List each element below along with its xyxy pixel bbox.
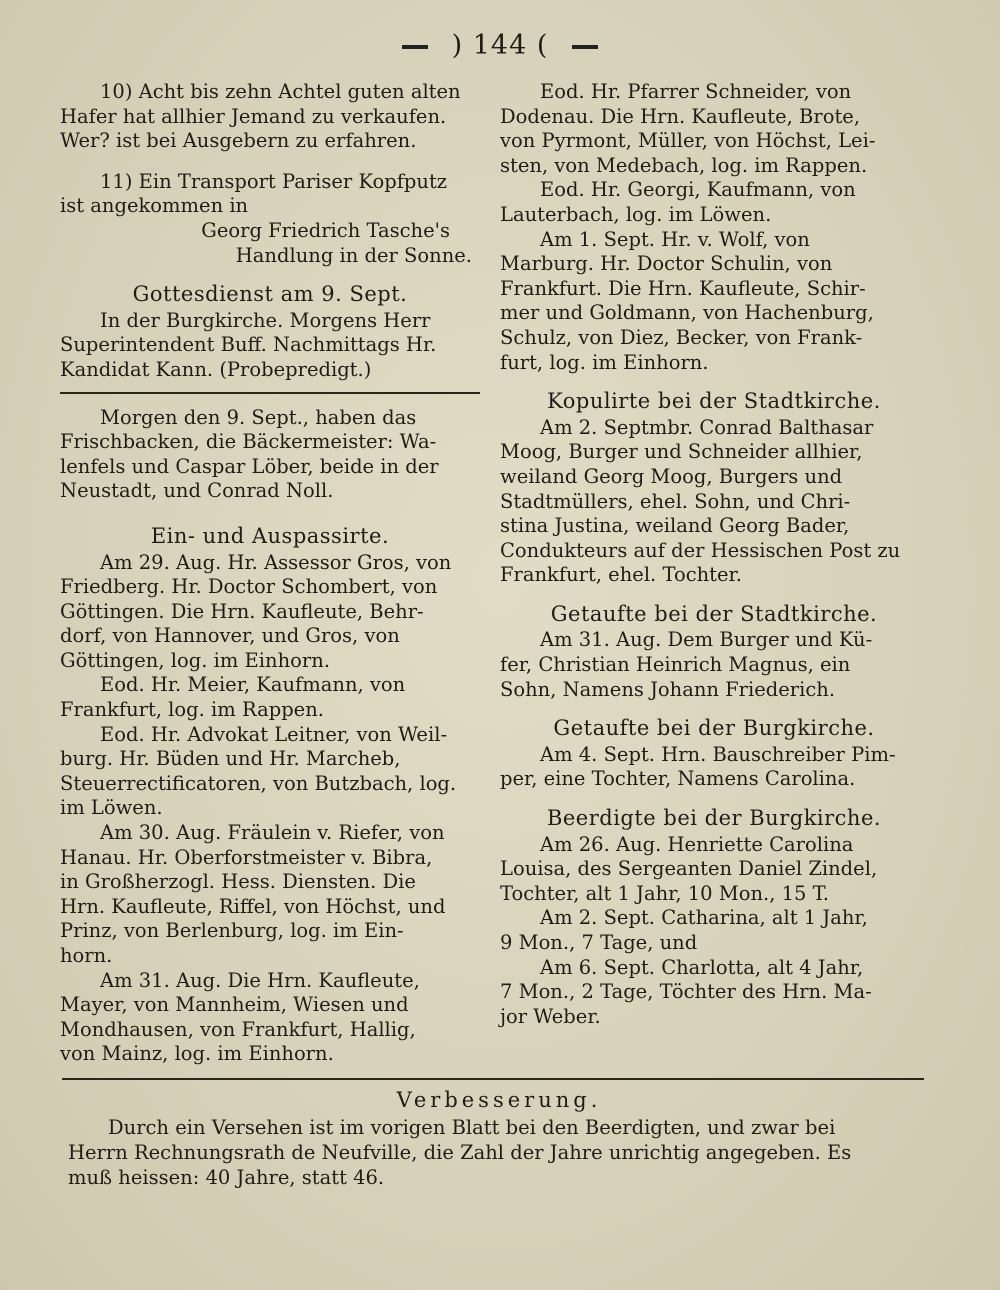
correction-notice	[68, 1088, 930, 1190]
text-line: per, eine Tochter, Namens Carolina.	[500, 767, 856, 791]
page-header	[0, 30, 1000, 61]
text-line: Am 2. Septmbr. Conrad Balthasar	[540, 415, 874, 439]
text-line: Condukteurs auf der Hessischen Post zu	[500, 538, 901, 562]
text-line: Wer? ist bei Ausgebern zu erfahren.	[60, 129, 417, 153]
text-line: Göttingen, log. im Einhorn.	[60, 648, 330, 672]
text-line: Lauterbach, log. im Löwen.	[500, 202, 772, 226]
text-line: Mayer, von Mannheim, Wiesen und	[60, 993, 409, 1017]
text-line: Frankfurt, ehel. Tochter.	[500, 563, 742, 587]
text-line: Friedberg. Hr. Doctor Schombert, von	[60, 575, 438, 599]
section-heading-passirte: Ein- und Auspassirte.	[150, 523, 390, 548]
text-line: Schulz, von Diez, Becker, von Frank-	[500, 325, 863, 349]
baptized-city-list	[500, 628, 928, 702]
section-heading-getaufte-stadtkirche: Getaufte bei der Stadtkirche.	[550, 601, 878, 626]
footer-divider-rule	[62, 1078, 924, 1080]
text-line: Morgen den 9. Sept., haben das	[100, 405, 417, 429]
text-line: Frankfurt. Die Hrn. Kaufleute, Schir-	[500, 276, 866, 300]
text-line: Eod. Hr. Pfarrer Schneider, von	[540, 80, 852, 103]
text-line: Am 26. Aug. Henriette Carolina	[540, 832, 854, 856]
married-list	[500, 416, 928, 588]
text-line: Am 2. Sept. Catharina, alt 1 Jahr,	[540, 906, 868, 930]
text-line: Am 6. Sept. Charlotta, alt 4 Jahr,	[540, 955, 864, 979]
text-line: horn.	[60, 944, 113, 967]
text-line: Herrn Rechnungsrath de Neufville, die Zahl der Jahre unrichtig angegeben. Es	[68, 1141, 852, 1164]
text-line: Mondhausen, von Frankfurt, Hallig,	[60, 1017, 416, 1041]
text-line: muß heissen: 40 Jahre, statt 46.	[68, 1166, 385, 1189]
text-line: Superintendent Buff. Nachmittags Hr.	[60, 333, 437, 357]
text-line: furt, log. im Einhorn.	[500, 350, 709, 374]
travel-list	[60, 551, 480, 1067]
text-line: Frischbacken, die Bäckermeister: Wa-	[60, 430, 437, 454]
text-line: ist angekommen in	[60, 194, 249, 218]
text-line: Göttingen. Die Hrn. Kaufleute, Behr-	[60, 599, 424, 623]
left-column	[60, 80, 480, 1067]
text-line: Sohn, Namens Johann Friederich.	[500, 677, 836, 701]
text-line: Am 4. Sept. Hrn. Bauschreiber Pim-	[540, 742, 896, 766]
text-line: Am 29. Aug. Hr. Assessor Gros, von	[100, 550, 452, 574]
text-line: 11) Ein Transport Pariser Kopfputz	[100, 169, 448, 193]
section-heading-beerdigte: Beerdigte bei der Burgkirche.	[546, 806, 882, 831]
text-line: Stadtmüllers, ehel. Sohn, und Chri-	[500, 489, 851, 513]
text-line: Marburg. Hr. Doctor Schulin, von	[500, 252, 833, 276]
text-line: 10) Acht bis zehn Achtel guten alten	[100, 80, 461, 103]
buried-list	[500, 833, 928, 1030]
text-line: von Mainz, log. im Einhorn.	[60, 1042, 334, 1066]
section-heading-gottesdienst: Gottesdienst am 9. Sept.	[132, 282, 408, 307]
travel-list-continued	[500, 80, 928, 375]
text-line: Kandidat Kann. (Probepredigt.)	[60, 357, 372, 381]
text-line: Eod. Hr. Advokat Leitner, von Weil-	[100, 722, 448, 746]
text-line: Prinz, von Berlenburg, log. im Ein-	[60, 919, 404, 943]
text-line: Tochter, alt 1 Jahr, 10 Mon., 15 T.	[500, 881, 829, 905]
text-line: Am 30. Aug. Fräulein v. Riefer, von	[100, 821, 445, 845]
text-line: Moog, Burger und Schneider allhier,	[500, 440, 863, 464]
correction-title: Verbesserung.	[396, 1088, 602, 1112]
text-line: dorf, von Hannover, und Gros, von	[60, 624, 400, 648]
text-line: Am 1. Sept. Hr. v. Wolf, von	[540, 227, 810, 251]
text-line: Handlung in der Sonne.	[235, 243, 472, 267]
text-line: im Löwen.	[60, 796, 163, 820]
text-line: in Großherzogl. Hess. Diensten. Die	[60, 870, 416, 894]
header-dash-right	[572, 45, 598, 49]
section-heading-getaufte-burgkirche: Getaufte bei der Burgkirche.	[553, 716, 875, 741]
page-number: ) 144 (	[451, 30, 549, 61]
text-line: Georg Friedrich Tasche's	[201, 218, 450, 242]
text-line: Am 31. Aug. Die Hrn. Kaufleute,	[100, 968, 420, 992]
text-line: burg. Hr. Büden und Hr. Marcheb,	[60, 747, 401, 771]
text-line: Frankfurt, log. im Rappen.	[60, 698, 324, 722]
right-column	[500, 80, 928, 1029]
text-line: Louisa, des Sergeanten Daniel Zindel,	[500, 857, 878, 881]
divider-rule	[60, 392, 480, 394]
text-line: Durch ein Versehen ist im vorigen Blatt bei den Beerdigten, und zwar bei	[108, 1116, 836, 1139]
text-line: sten, von Medebach, log. im Rappen.	[500, 153, 868, 177]
text-line: 7 Mon., 2 Tage, Töchter des Hrn. Ma-	[500, 980, 872, 1004]
text-line: Hrn. Kaufleute, Riffel, von Höchst, und	[60, 894, 446, 918]
text-line: jor Weber.	[500, 1004, 601, 1028]
header-dash-left	[402, 45, 428, 49]
text-line: fer, Christian Heinrich Magnus, ein	[500, 653, 851, 677]
text-line: 9 Mon., 7 Tage, und	[500, 931, 698, 954]
text-line: Neustadt, und Conrad Noll.	[60, 479, 334, 503]
text-line: lenfels und Caspar Löber, beide in der	[60, 454, 439, 478]
text-line: Eod. Hr. Georgi, Kaufmann, von	[540, 178, 856, 202]
text-line: von Pyrmont, Müller, von Höchst, Lei-	[500, 129, 876, 153]
text-line: Eod. Hr. Meier, Kaufmann, von	[100, 673, 406, 697]
text-line: Hafer hat allhier Jemand zu verkaufen.	[60, 104, 447, 128]
text-line: Hanau. Hr. Oberforstmeister v. Bibra,	[60, 845, 433, 869]
text-line: weiland Georg Moog, Burgers und	[500, 464, 843, 488]
bakers-notice	[60, 406, 480, 504]
notice-10	[60, 80, 480, 154]
text-line: mer und Goldmann, von Hachenburg,	[500, 301, 874, 325]
text-line: stina Justina, weiland Georg Bader,	[500, 514, 850, 538]
text-line: In der Burgkirche. Morgens Herr	[100, 308, 431, 332]
notice-11	[60, 170, 480, 268]
baptized-castle-list	[500, 743, 928, 792]
text-line: Steuerrectificatoren, von Butzbach, log.	[60, 771, 457, 795]
service-notice	[60, 309, 480, 383]
text-line: Am 31. Aug. Dem Burger und Kü-	[540, 628, 873, 652]
text-line: Dodenau. Die Hrn. Kaufleute, Brote,	[500, 104, 861, 128]
section-heading-kopulirte: Kopulirte bei der Stadtkirche.	[547, 389, 881, 414]
